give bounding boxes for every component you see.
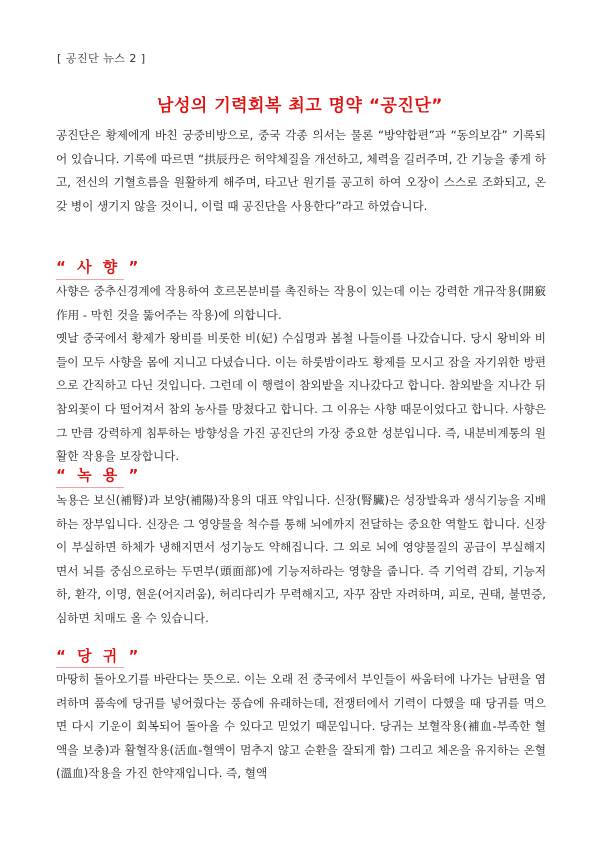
section-body-antler xyxy=(56,489,546,631)
paragraph: 녹용은 보신(補腎)과 보양(補陽)작용의 대표 약입니다. 신장(腎臟)은 성장발육과 생식기능을 지배하는 장부입니다. 신장은 그 영양물을 척수를 통해 뇌에까지 전달하는 중요한 역할도 합니다. 신장이 부실하면 하체가 냉해지면서 성기능도 약해집니다. 그 외로 뇌에 영양물질의 공급이 부실해지면서 뇌를 중심으로하는 두면부(頭面部)에 기능저하라는 영향을 줍니다. 즉 기억력 감퇴, 기능저하, 환각, 이명, 현운(어지러움), 허리다리가 무력해지고, 자꾸 잠만 자려하며, 피로, 권태, 불면증, 심하면 치매도 올 수 있습니다. xyxy=(56,493,546,625)
paragraph: 옛날 중국에서 황제가 왕비를 비롯한 비(妃) 수십명과 봄철 나들이를 나갔습니다. 당시 왕비와 비들이 모두 사향을 몸에 지니고 다녔습니다. 이는 하룻밤이라도 황제를 모시고 잠을 자기위한 방편으로 간직하고 다닌 것입니다. 그런데 이 행렬이 참외밭을 지나갔다고 합니다. 참외밭을 지나간 뒤 참외꽃이 다 떨어져서 참외 농사를 망쳤다고 합니다. 그 이유는 사향 때문이었다고 합니다. 사향은 그 만큼 강력하게 침투하는 방향성을 가진 공진단의 가장 중요한 성분입니다. 즉, 내분비계통의 원활한 작용을 보장합니다. xyxy=(56,331,546,464)
paragraph: 마땅히 돌아오기를 바란다는 뜻으로. 이는 오래 전 중국에서 부인들이 싸움터에 나가는 남편을 염려하며 품속에 당귀를 넣어줬다는 풍습에 유래하는데, 전쟁터에서 기력이 다했을 때 당귀를 먹으면 다시 기운이 회복되어 돌아올 수 있다고 믿었기 때문입니다. 당귀는 보혈작용(補血-부족한 혈액을 보충)과 활혈작용(活血-혈액이 멈추지 않고 순환을 잘되게 함) 그리고 체온을 유지하는 온혈(溫血)작용을 가진 한약재입니다. 즉, 혈액 xyxy=(56,672,546,781)
section-heading-musk: “ 사 향 ” xyxy=(56,258,142,276)
section-heading-antler: “ 녹 용 ” xyxy=(56,466,142,484)
page-title: 남성의 기력회복 최고 명약 “공진단” xyxy=(157,96,443,116)
section-underline xyxy=(56,487,124,488)
paragraph: 사향은 중추신경계에 작용하여 호르몬분비를 촉진하는 작용이 있는데 이는 강력한 개규작용(開竅作用 - 막힌 것을 뚫어주는 작용)에 의합니다. xyxy=(56,284,546,322)
intro-text: 공진단은 황제에게 바친 궁중비방으로, 중국 각종 의서는 물론 “방약합편”과 “동의보감” 기록되어 있습니다. 기록에 따르면 “拱辰丹은 허약체질을 개선하고, 체력을 길러주며, 간 기능을 좋게 하고, 전신의 기혈흐름을 원활하게 해주며, 타고난 원기를 공고히 하여 오장이 스스로 조화되고, 온갖 병이 생기지 않을 것이니, 이럴 때 공진단을 사용한다”라고 하였습니다. xyxy=(56,128,546,213)
section-body-musk xyxy=(56,280,546,469)
intro-paragraph xyxy=(56,124,546,218)
section-body-angelica xyxy=(56,668,546,786)
header-tag: [ 공진단 뉴스 2 ] xyxy=(57,52,146,65)
section-heading-angelica: “ 당 귀 ” xyxy=(56,647,142,665)
